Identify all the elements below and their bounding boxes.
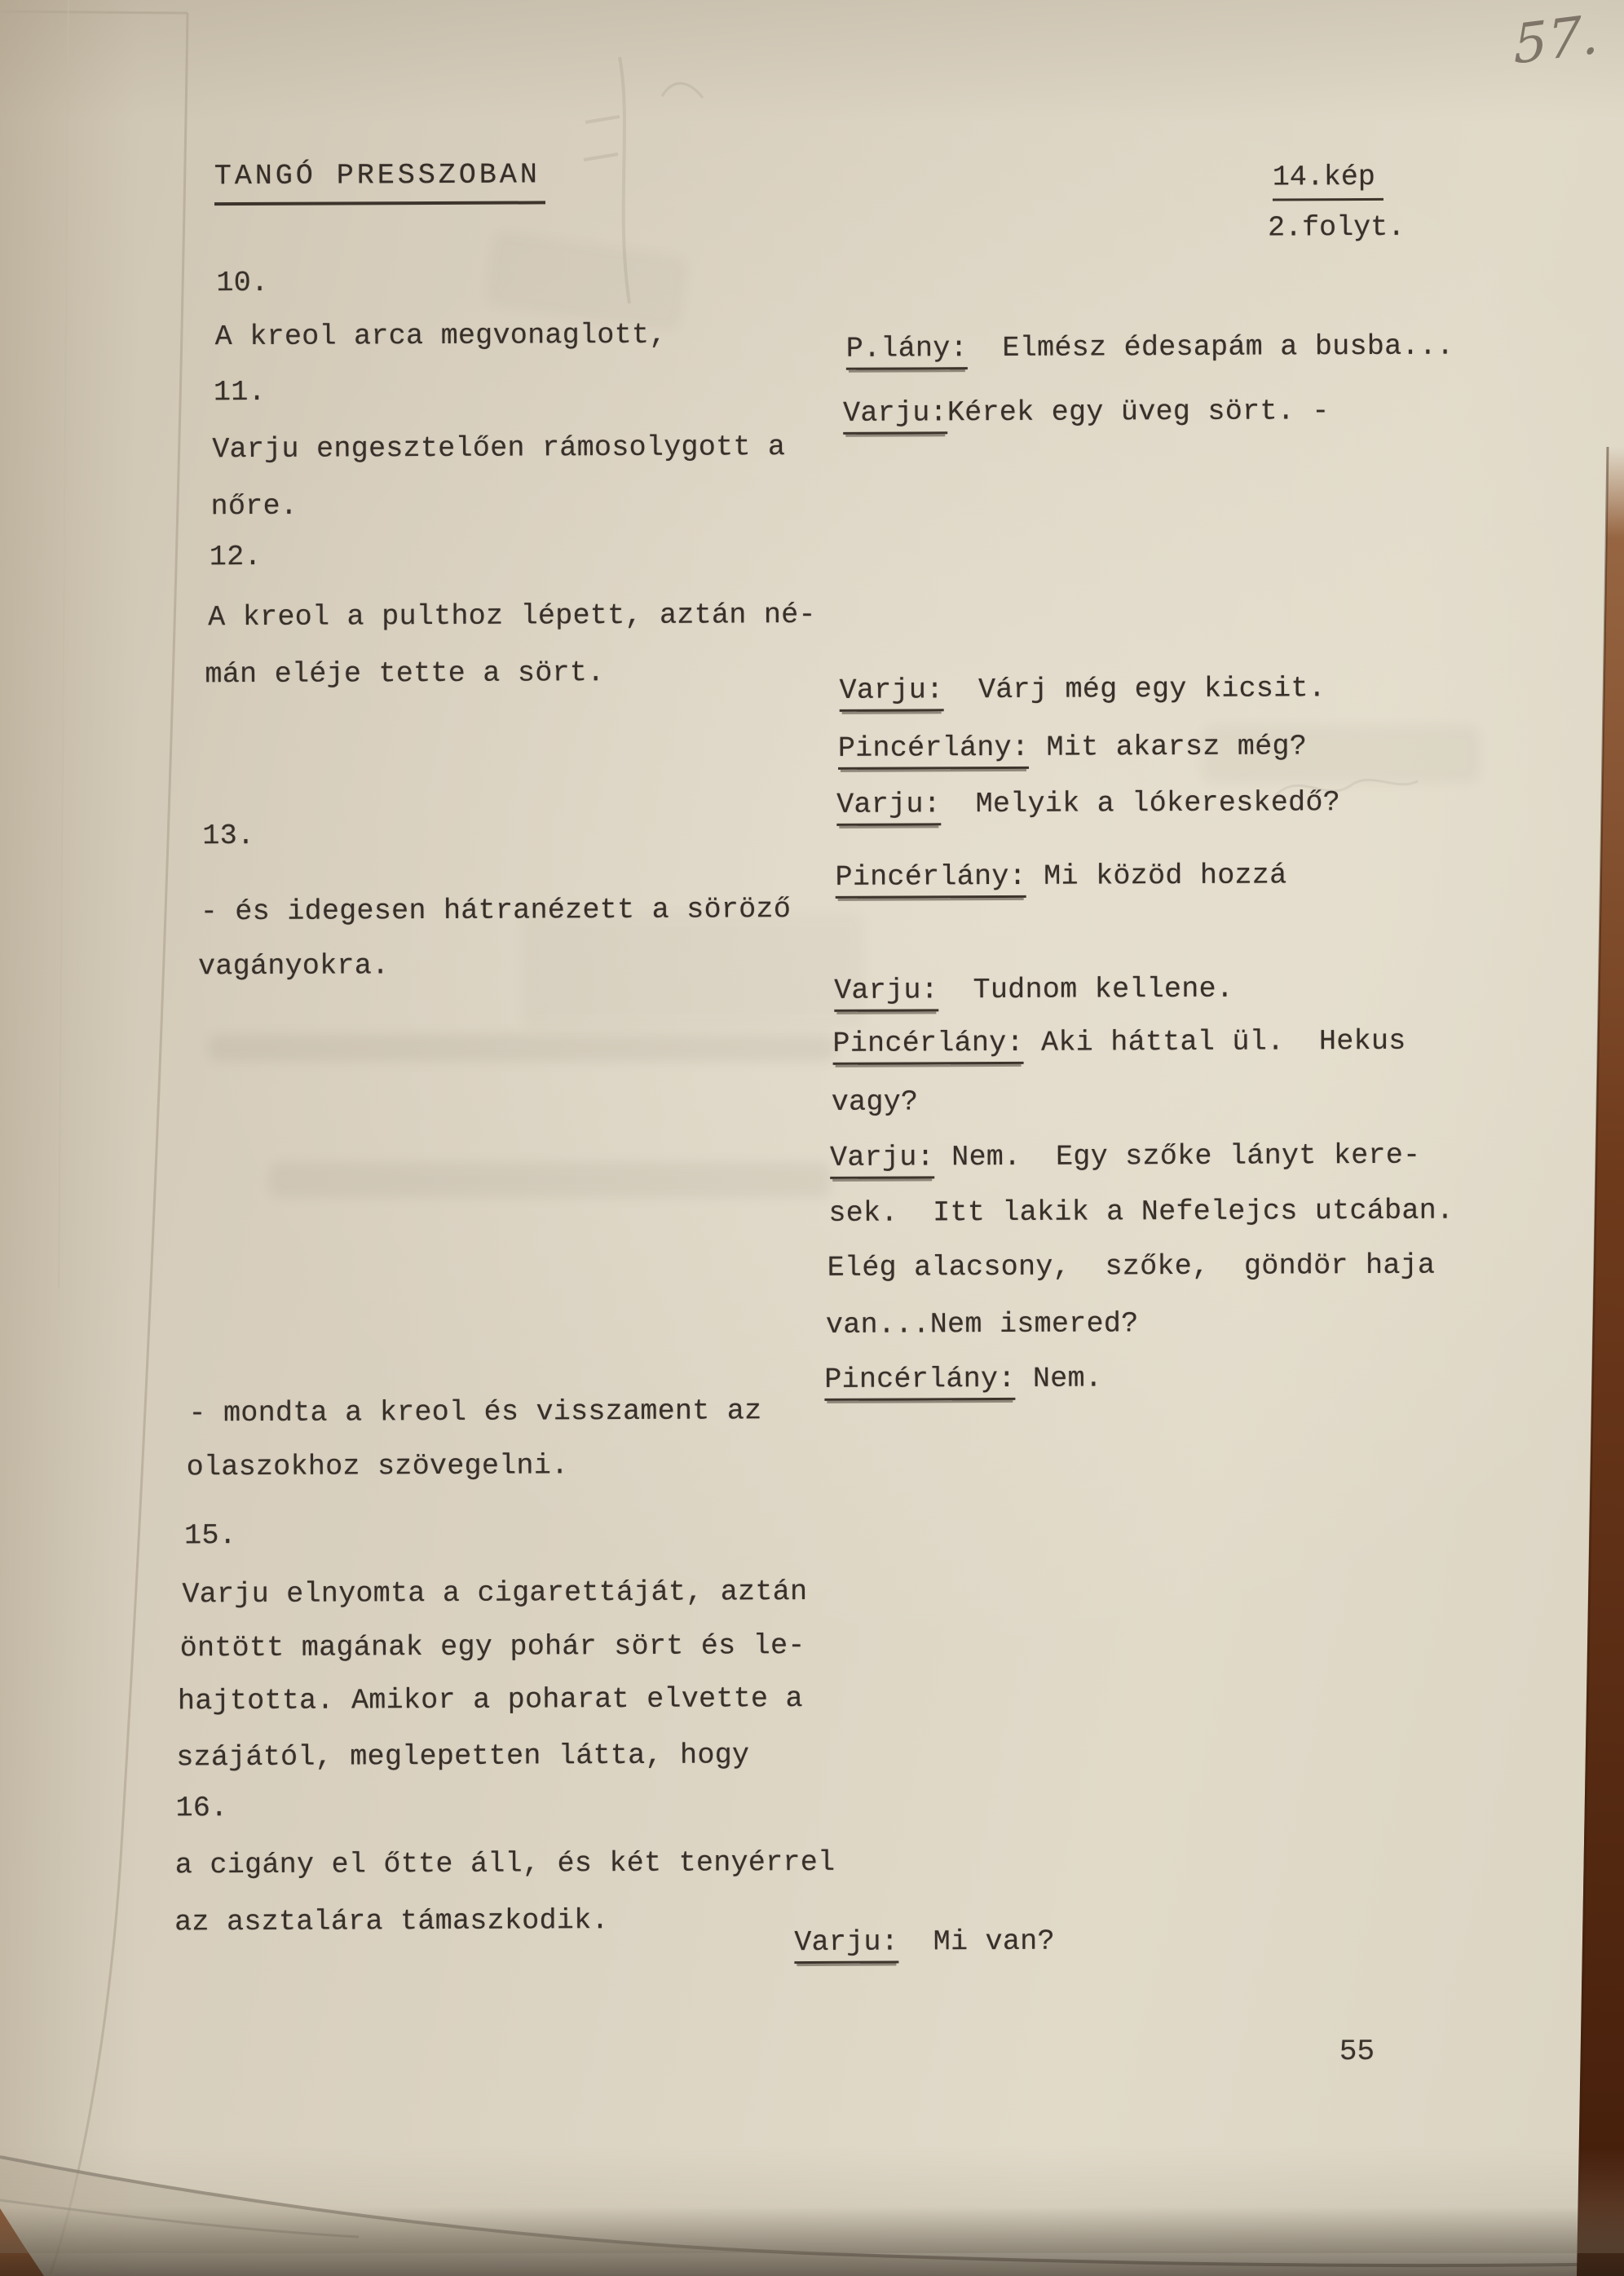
character-name: Pincérlány: — [836, 862, 1027, 899]
bottom-shadow — [0, 2207, 1624, 2276]
action-line: olaszokhoz szövegelni. — [186, 1449, 569, 1484]
dialogue-line — [838, 731, 1307, 769]
action-line: vagányokra. — [197, 949, 390, 983]
dialogue-line — [836, 788, 1340, 825]
dialogue-text: Várj még egy kicsit. — [943, 672, 1326, 707]
action-line: szájától, meglepetten látta, hogy — [176, 1739, 750, 1774]
action-line: mán eléje tette a sört. — [205, 656, 605, 692]
action-line: a cigány el őtte áll, és két tenyérrel — [174, 1845, 836, 1882]
dialogue-line — [794, 1927, 1055, 1964]
dialogue-line — [824, 1363, 1102, 1400]
action-line: Varju engesztelően rámosolygott a — [212, 431, 786, 466]
shot-number: 10. — [216, 266, 269, 300]
scene-number-header: 14.kép — [1273, 161, 1383, 201]
page-number: 55 — [1339, 2034, 1375, 2069]
dialogue-text: Melyik a lókereskedő? — [940, 786, 1341, 821]
dialogue-line — [830, 1138, 1421, 1179]
action-line: Varju elnyomta a cigarettáját, aztán — [182, 1576, 808, 1611]
character-name: P.lány: — [846, 334, 968, 369]
shot-number: 11. — [213, 375, 267, 409]
handwritten-archive-number: 57. — [1512, 2, 1600, 77]
scene-title: TANGÓ PRESSZOBAN — [214, 158, 545, 206]
character-name: Varju: — [836, 789, 941, 825]
character-name: Pincérlány: — [832, 1028, 1024, 1065]
dialogue-line — [843, 396, 1330, 434]
dialogue-text: Nem. — [1015, 1362, 1103, 1395]
dialogue-text: Mi közöd hozzá — [1026, 859, 1287, 893]
shot-number: 13. — [202, 819, 255, 853]
action-line: - mondta a kreol és visszament az — [188, 1394, 762, 1430]
action-line: A kreol arca megvonaglott, — [214, 318, 667, 354]
dialogue-text: Tudnom kellene. — [938, 972, 1234, 1007]
dialogue-text: Kérek egy üveg sört. - — [947, 395, 1330, 430]
character-name: Pincérlány: — [838, 733, 1030, 770]
dialogue-line — [840, 674, 1326, 711]
character-name: Varju: — [834, 975, 938, 1011]
dialogue-line — [845, 329, 1454, 370]
action-line: - és idegesen hátranézett a söröző — [200, 893, 792, 929]
action-line: az asztalára támaszkodik. — [174, 1904, 609, 1939]
action-line: öntött magának egy pohár sört és le- — [179, 1629, 805, 1665]
dialogue-line — [832, 1024, 1406, 1065]
character-name: Varju: — [843, 398, 947, 434]
character-name: Varju: — [794, 1928, 898, 1964]
dialogue-text: Mit akarsz még? — [1029, 730, 1308, 764]
shot-number: 12. — [209, 540, 262, 574]
action-line: sek. Itt lakik a Nefelejcs utcában. — [828, 1194, 1454, 1230]
character-name: Pincérlány: — [824, 1364, 1016, 1401]
action-line: vagy? — [831, 1085, 919, 1119]
dialogue-text: Aki háttal ül. Hekus — [1023, 1024, 1406, 1059]
action-line: van...Nem ismered? — [825, 1307, 1139, 1341]
action-line: Elég alacsony, szőke, göndör haja — [827, 1248, 1436, 1284]
action-line: A kreol a pulthoz lépett, aztán né- — [208, 598, 816, 634]
character-name: Varju: — [830, 1142, 934, 1178]
shot-number: 15. — [184, 1519, 237, 1553]
dialogue-line — [836, 860, 1287, 898]
dialogue-text: Nem. Egy szőke lányt kere- — [933, 1138, 1421, 1174]
shot-number: 16. — [175, 1792, 228, 1825]
dialogue-text: Elmész édesapám a busba... — [967, 329, 1454, 365]
action-line: nőre. — [210, 489, 298, 524]
character-name: Varju: — [840, 675, 944, 711]
dialogue-line — [834, 974, 1233, 1012]
scene-continuation: 2.folyt. — [1268, 210, 1406, 245]
action-line: hajtotta. Amikor a poharat elvette a — [177, 1682, 804, 1718]
dialogue-text: Mi van? — [898, 1925, 1055, 1959]
